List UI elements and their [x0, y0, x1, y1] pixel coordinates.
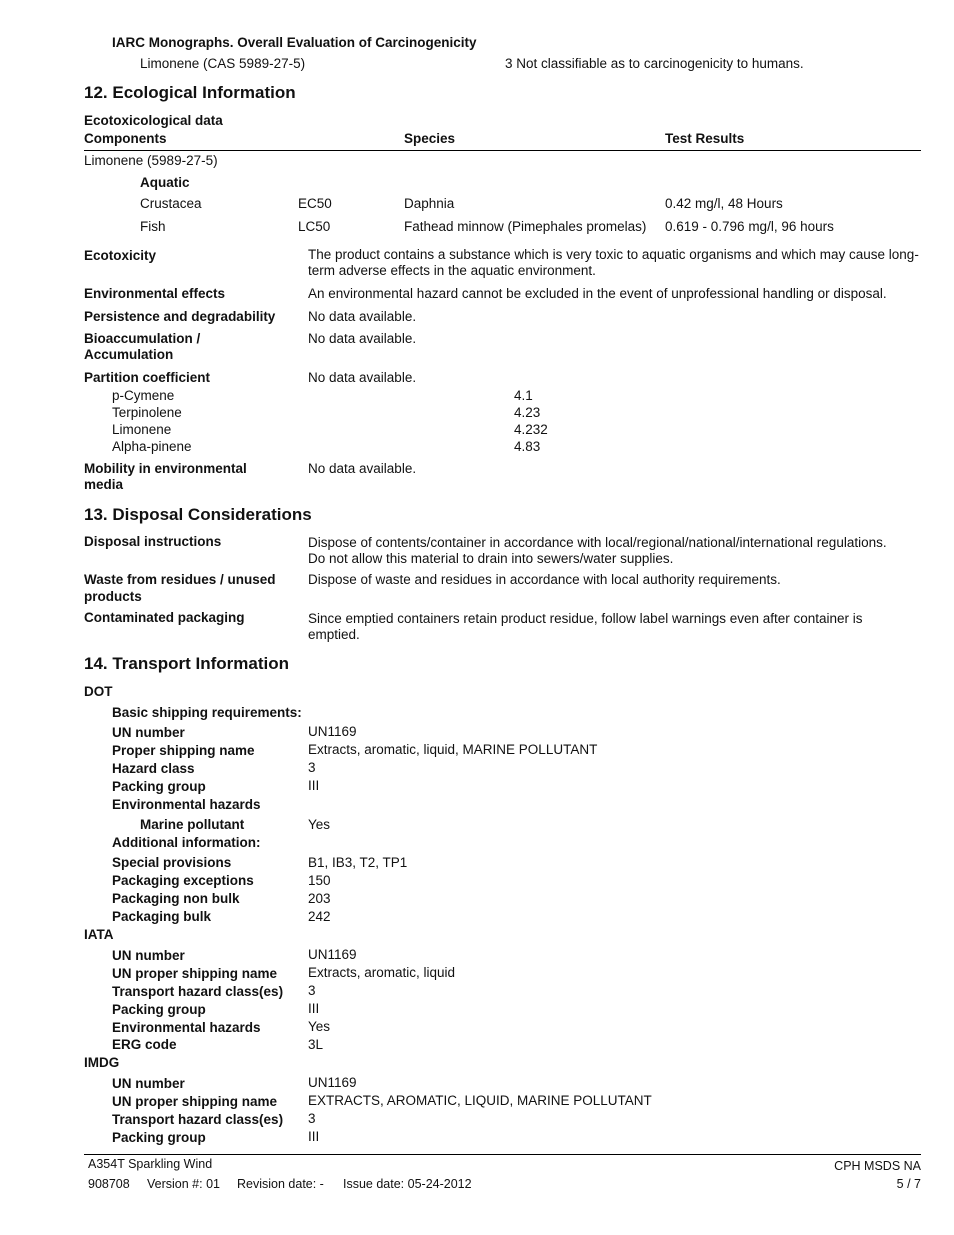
species: Daphnia: [404, 196, 455, 211]
imdg-un-label: UN number: [112, 1076, 185, 1091]
dot-psn-value: Extracts, aromatic, liquid, MARINE POLLUTANT: [308, 742, 598, 757]
footer-product: A354T Sparkling Wind: [88, 1157, 213, 1171]
aquatic-label: Aquatic: [140, 175, 190, 190]
component-name: Limonene (5989-27-5): [84, 153, 218, 168]
test-result: 0.619 - 0.796 mg/l, 96 hours: [665, 219, 834, 234]
footer-version: Version #: 01: [147, 1177, 220, 1191]
dot-env-label: Environmental hazards: [112, 797, 261, 812]
partition-item-name: Terpinolene: [112, 405, 182, 420]
iata-un-value: UN1169: [308, 947, 357, 962]
mobility-text: No data available.: [308, 461, 417, 476]
dot-additional-info: Additional information:: [112, 835, 261, 850]
iarc-heading: IARC Monographs. Overall Evaluation of Carcinogenicity: [112, 35, 477, 50]
dot-un-label: UN number: [112, 725, 185, 740]
endpoint: LC50: [298, 219, 331, 234]
dot-sp-value: B1, IB3, T2, TP1: [308, 855, 408, 870]
dot-basic-requirements: Basic shipping requirements:: [112, 705, 302, 720]
partition-item-name: p-Cymene: [112, 388, 175, 403]
imdg-pg-value: III: [308, 1129, 320, 1144]
dot-pnb-value: 203: [308, 891, 331, 906]
bioaccumulation-label-1: Bioaccumulation /: [84, 331, 201, 346]
imdg-un-value: UN1169: [308, 1075, 357, 1090]
mobility-label-2: media: [84, 477, 124, 492]
dot-pe-value: 150: [308, 873, 331, 888]
dot-pnb-label: Packaging non bulk: [112, 891, 240, 906]
iarc-evaluation: 3 Not classifiable as to carcinogenicity to humans.: [505, 56, 804, 71]
dot-un-value: UN1169: [308, 724, 357, 739]
iata-psn-value: Extracts, aromatic, liquid: [308, 965, 456, 980]
section-12-title: 12. Ecological Information: [84, 83, 296, 102]
iata-env-label: Environmental hazards: [112, 1020, 261, 1035]
endpoint: EC50: [298, 196, 332, 211]
partition-item-value: 4.83: [514, 439, 541, 454]
imdg-heading: IMDG: [84, 1055, 120, 1070]
footer-doc-id: 908708: [88, 1177, 130, 1191]
iata-erg-value: 3L: [308, 1037, 324, 1052]
partition-item-value: 4.1: [514, 388, 533, 403]
partition-item-name: Alpha-pinene: [112, 439, 192, 454]
partition-text: No data available.: [308, 370, 417, 385]
mobility-label-1: Mobility in environmental: [84, 461, 247, 476]
waste-label-2: products: [84, 589, 142, 604]
imdg-psn-value: EXTRACTS, AROMATIC, LIQUID, MARINE POLLUTANT: [308, 1093, 652, 1108]
footer-revision-date: Revision date: -: [237, 1177, 324, 1191]
disposal-label: Disposal instructions: [84, 534, 222, 549]
iata-pg-label: Packing group: [112, 1002, 206, 1017]
packaging-line-1: Since emptied containers retain product residue, follow label warnings even after container is: [308, 611, 863, 626]
organism: Fish: [140, 219, 166, 234]
persistence-text: No data available.: [308, 309, 417, 324]
waste-text: Dispose of waste and residues in accordance with local authority requirements.: [308, 572, 781, 587]
partition-item-name: Limonene: [112, 422, 172, 437]
ecotoxicity-text: The product contains a substance which is very toxic to aquatic organisms and which may cause long-term adverse effects in the aquatic environment.: [308, 247, 919, 278]
dot-class-label: Hazard class: [112, 761, 195, 776]
iata-class-label: Transport hazard class(es): [112, 984, 284, 999]
table-header-rule: [84, 150, 921, 151]
iata-heading: IATA: [84, 927, 114, 942]
disposal-line-2: Do not allow this material to drain into sewers/water supplies.: [308, 551, 674, 566]
iata-psn-label: UN proper shipping name: [112, 966, 278, 981]
species: Fathead minnow (Pimephales promelas): [404, 219, 647, 234]
dot-mp-value: Yes: [308, 817, 331, 832]
dot-pg-label: Packing group: [112, 779, 206, 794]
organism: Crustacea: [140, 196, 202, 211]
env-effects-label: Environmental effects: [84, 286, 226, 301]
imdg-psn-label: UN proper shipping name: [112, 1094, 278, 1109]
imdg-pg-label: Packing group: [112, 1130, 206, 1145]
dot-heading: DOT: [84, 684, 113, 699]
test-result: 0.42 mg/l, 48 Hours: [665, 196, 783, 211]
iarc-component: Limonene (CAS 5989-27-5): [140, 56, 306, 71]
section-13-title: 13. Disposal Considerations: [84, 505, 312, 524]
imdg-class-label: Transport hazard class(es): [112, 1112, 284, 1127]
ecotoxicity-label: Ecotoxicity: [84, 248, 157, 263]
dot-pb-value: 242: [308, 909, 331, 924]
footer-rule: [84, 1154, 921, 1155]
col-test-results: Test Results: [665, 131, 745, 146]
dot-pb-label: Packaging bulk: [112, 909, 212, 924]
col-components: Components: [84, 131, 167, 146]
footer-doc-type: CPH MSDS NA: [834, 1159, 921, 1173]
env-effects-text: An environmental hazard cannot be excluded in the event of unprofessional handling or disposal.: [308, 286, 887, 301]
imdg-class-value: 3: [308, 1111, 316, 1126]
bioaccumulation-text: No data available.: [308, 331, 417, 346]
packaging-line-2: emptied.: [308, 627, 360, 642]
dot-pe-label: Packaging exceptions: [112, 873, 254, 888]
packaging-label: Contaminated packaging: [84, 610, 245, 625]
partition-item-value: 4.232: [514, 422, 548, 437]
dot-class-value: 3: [308, 760, 316, 775]
iata-erg-label: ERG code: [112, 1037, 177, 1052]
iata-class-value: 3: [308, 983, 316, 998]
disposal-line-1: Dispose of contents/container in accordance with local/regional/national/international regulations.: [308, 535, 887, 550]
ecotox-heading: Ecotoxicological data: [84, 113, 223, 128]
dot-pg-value: III: [308, 778, 320, 793]
partition-item-value: 4.23: [514, 405, 541, 420]
bioaccumulation-label-2: Accumulation: [84, 347, 174, 362]
iata-env-value: Yes: [308, 1019, 331, 1034]
dot-sp-label: Special provisions: [112, 855, 232, 870]
col-species: Species: [404, 131, 456, 146]
iata-un-label: UN number: [112, 948, 185, 963]
footer-page-number: 5 / 7: [896, 1177, 921, 1191]
footer-issue-date: Issue date: 05-24-2012: [343, 1177, 472, 1191]
dot-mp-label: Marine pollutant: [140, 817, 245, 832]
partition-label: Partition coefficient: [84, 370, 211, 385]
iata-pg-value: III: [308, 1001, 320, 1016]
section-14-title: 14. Transport Information: [84, 654, 289, 673]
dot-psn-label: Proper shipping name: [112, 743, 255, 758]
persistence-label: Persistence and degradability: [84, 309, 276, 324]
waste-label-1: Waste from residues / unused: [84, 572, 276, 587]
